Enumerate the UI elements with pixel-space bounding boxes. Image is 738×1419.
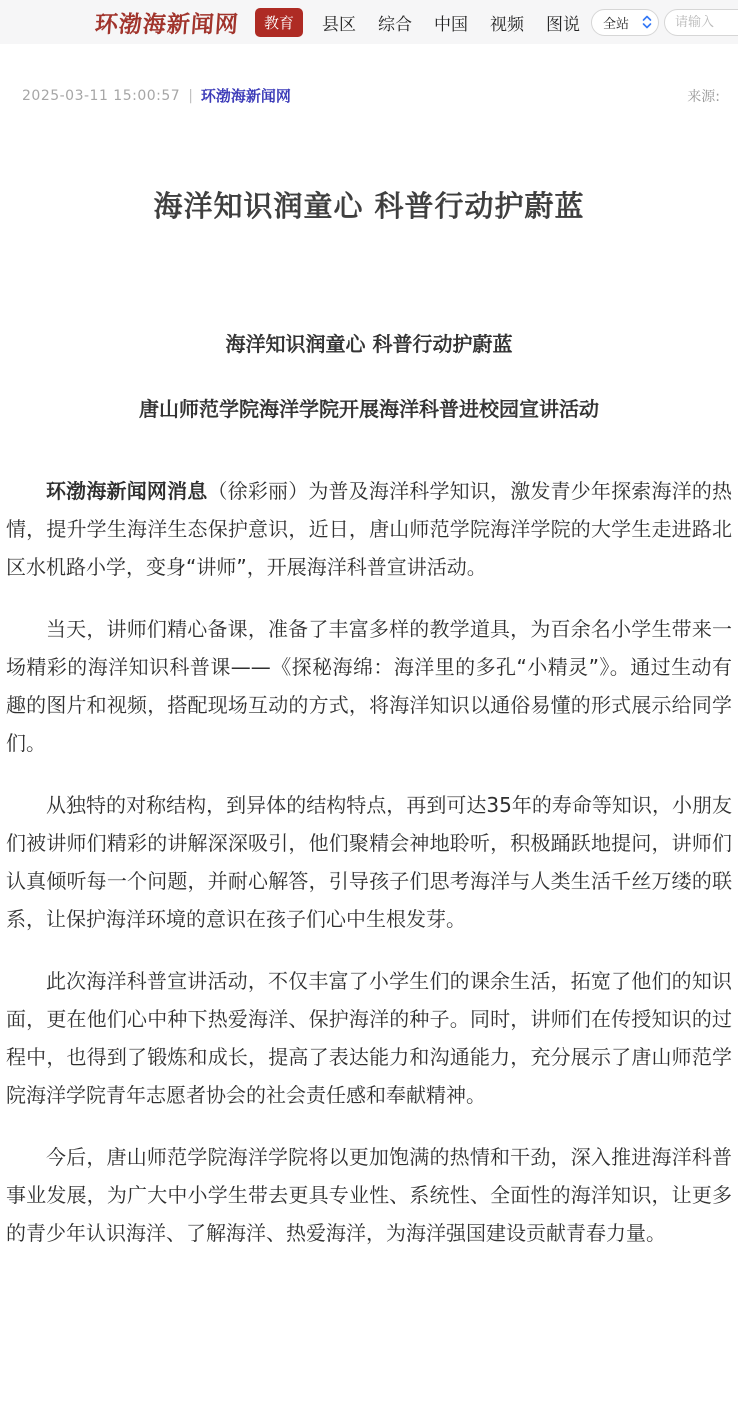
article-subtitle-2: 唐山师范学院海洋学院开展海洋科普进校园宣讲活动	[139, 397, 599, 421]
source-label: 来源:	[687, 88, 720, 105]
tab-education-active[interactable]: 教育	[255, 8, 303, 37]
article-body	[6, 472, 732, 1252]
publish-timestamp: 2025-03-11 15:00:57	[22, 87, 181, 104]
search-input[interactable]	[675, 15, 738, 30]
site-logo[interactable]: 环渤海新闻网	[93, 10, 240, 38]
tab-video[interactable]: 视频	[490, 14, 525, 35]
tab-pictures[interactable]: 图说	[546, 14, 581, 35]
header-search-area	[591, 9, 738, 36]
tab-china[interactable]: 中国	[434, 14, 469, 35]
site-header	[0, 0, 738, 44]
article-meta-row	[0, 85, 738, 106]
tab-county[interactable]: 县区	[322, 14, 357, 35]
lead-source-bold: 环渤海新闻网消息	[46, 479, 208, 503]
site-link[interactable]: 环渤海新闻网	[200, 87, 291, 105]
lead-rest: （徐彩丽）为普及海洋科学知识，激发青少年探索海洋的热情，提升学生海洋生态保护意识，近日，唐山师范学院海洋学院的大学生走进路北区水机路小学，变身“讲师”，开展海洋科普宣讲活动。	[6, 479, 733, 579]
paragraph: 从独特的对称结构，到异体的结构特点，再到可达35年的寿命等知识，小朋友们被讲师们精彩的讲解深深吸引，他们聚精会神地聆听，积极踊跃地提问，讲师们认真倾听每一个问题，并耐心解答，引导孩子们思考海洋与人类生活千丝万缕的联系，让保护海洋环境的意识在孩子们心中生根发芽。	[6, 793, 732, 931]
meta-separator: |	[188, 87, 193, 104]
search-scope-select[interactable]	[591, 9, 659, 36]
article	[0, 184, 738, 1252]
search-input-pill	[664, 9, 738, 36]
article-title: 海洋知识润童心 科普行动护蔚蓝	[153, 189, 585, 223]
paragraph: 当天，讲师们精心备课，准备了丰富多样的教学道具，为百余名小学生带来一场精彩的海洋知识科普课——《探秘海绵：海洋里的多孔“小精灵”》。通过生动有趣的图片和视频，搭配现场互动的方式，将海洋知识以通俗易懂的形式展示给同学们。	[6, 617, 732, 755]
chevron-updown-icon	[642, 15, 652, 29]
search-scope-value: 全站	[603, 16, 630, 32]
paragraph-lead	[6, 472, 732, 586]
paragraph: 今后，唐山师范学院海洋学院将以更加饱满的热情和干劲，深入推进海洋科普事业发展，为广大中小学生带去更具专业性、系统性、全面性的海洋知识，让更多的青少年认识海洋、了解海洋、热爱海洋，为海洋强国建设贡献青春力量。	[6, 1145, 732, 1245]
paragraph: 此次海洋科普宣讲活动，不仅丰富了小学生们的课余生活，拓宽了他们的知识面，更在他们心中种下热爱海洋、保护海洋的种子。同时，讲师们在传授知识的过程中，也得到了锻炼和成长，提高了表达能力和沟通能力，充分展示了唐山师范学院海洋学院青年志愿者协会的社会责任感和奉献精神。	[6, 969, 732, 1107]
main-nav	[255, 6, 591, 39]
article-subtitle-1: 海洋知识润童心 科普行动护蔚蓝	[225, 332, 513, 356]
tab-general[interactable]: 综合	[378, 14, 413, 35]
